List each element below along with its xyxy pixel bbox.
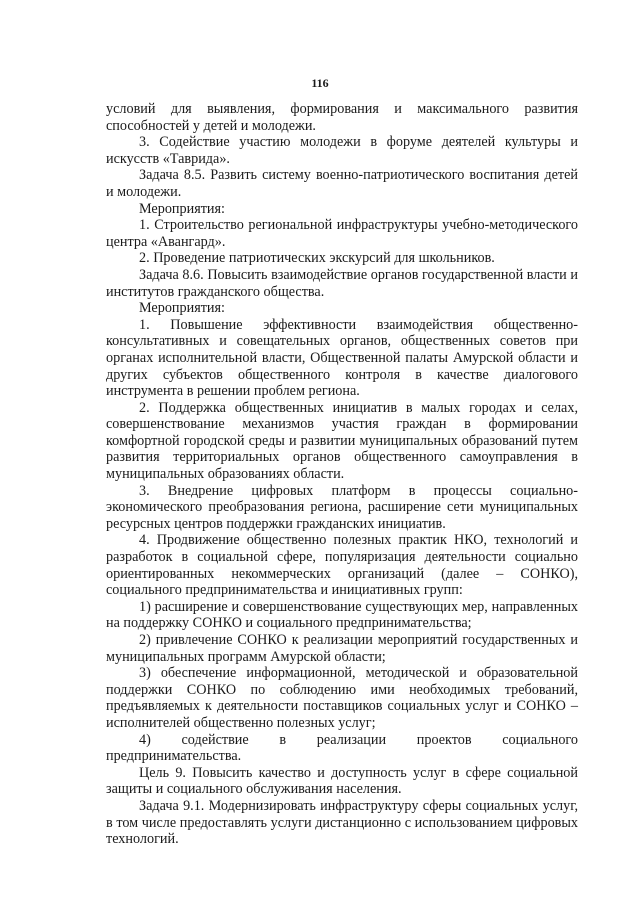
document-body — [106, 101, 578, 848]
paragraph: 3) обеспечение информационной, методической и образовательной поддержки СОНКО по соблюдению ими необходимых требований, предъявляемых к деятельности поставщиков социальных услуг и СОНКО – исполнителей общественно полезных услуг; — [106, 665, 578, 731]
paragraph: 2. Поддержка общественных инициатив в малых городах и селах, совершенствование механизмов участия граждан в формировании комфортной городской среды и развитии муниципальных образований путем развития территориальных органов общественного самоуправления в муниципальных образованиях области. — [106, 399, 578, 483]
paragraph: 1) расширение и совершенствование существующих мер, направленных на поддержку СОНКО и социального предпринимательства; — [106, 598, 578, 632]
paragraph: Задача 9.1. Модернизировать инфраструктуру сферы социальных услуг, в том числе предоставлять услуги дистанционно с использованием цифровых технологий. — [106, 797, 578, 848]
paragraph: Цель 9. Повысить качество и доступность услуг в сфере социальной защиты и социального обслуживания населения. — [106, 764, 578, 798]
paragraph: Мероприятия: — [139, 300, 225, 317]
paragraph: 2) привлечение СОНКО к реализации мероприятий государственных и муниципальных программ Амурской области; — [106, 632, 578, 665]
paragraph: Задача 8.5. Развить систему военно-патриотического воспитания детей и молодежи. — [106, 167, 578, 200]
paragraph: Мероприятия: — [139, 200, 225, 217]
paragraph: 3. Внедрение цифровых платформ в процессы социально-экономического преобразования региона, расширение сети муниципальных ресурсных центров поддержки гражданских инициатив. — [106, 482, 578, 532]
paragraph: 4. Продвижение общественно полезных практик НКО, технологий и разработок в социальной сфере, популяризация деятельности социально ориентированных некоммерческих организаций (далее – СОНКО), социального предпринимательства и инициативных групп: — [106, 532, 578, 599]
paragraph: 3. Содействие участию молодежи в форуме деятелей культуры и искусств «Таврида». — [106, 134, 578, 167]
paragraph: Задача 8.6. Повысить взаимодействие органов государственной власти и институтов гражданского общества. — [106, 266, 578, 300]
paragraph: 4) содействие в реализации проектов социального предпринимательства. — [106, 731, 578, 765]
paragraph: 1. Повышение эффективности взаимодействия общественно-консультативных и совещательных органов, общественных советов при органах исполнительной власти, Общественной палаты Амурской области и других субъектов общественного контроля в качестве диалогового инструмента в решении проблем региона. — [106, 316, 578, 400]
paragraph: условий для выявления, формирования и максимального развития способностей у детей и молодежи. — [106, 101, 578, 134]
paragraph: 2. Проведение патриотических экскурсий для школьников. — [139, 250, 495, 267]
paragraph: 1. Строительство региональной инфраструктуры учебно-методического центра «Авангард». — [106, 217, 578, 250]
page-number: 116 — [311, 76, 329, 90]
